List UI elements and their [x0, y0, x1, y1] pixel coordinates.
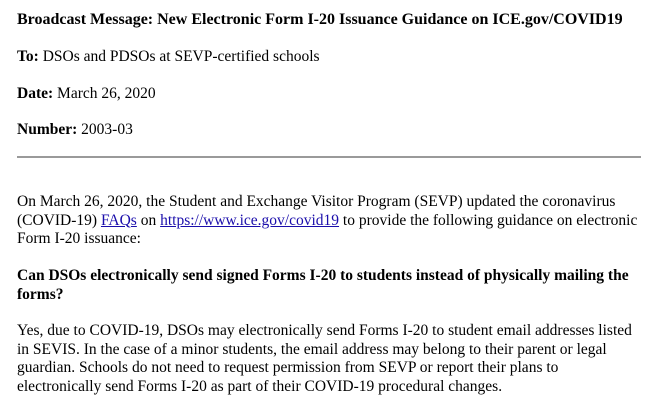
number-label: Number:	[17, 121, 78, 138]
covid19-url-link[interactable]: https://www.ice.gov/covid19	[160, 211, 340, 229]
answer-paragraph: Yes, due to COVID-19, DSOs may electronically send Forms I-20 to student email addresses listed in SEVIS. In the case of a minor students, the email address may belong to their parent or legal guardian. Schools do not need to request permission from SEVP or report their plans to electronically send Forms I-20 as part of their COVID-19 procedural changes.	[17, 322, 632, 395]
horizontal-divider	[17, 156, 641, 158]
intro-text-middle: on	[136, 211, 161, 229]
number-value: 2003-03	[77, 121, 133, 138]
to-label: To:	[17, 48, 39, 65]
faqs-link[interactable]: FAQs	[100, 211, 137, 229]
intro-paragraph	[17, 193, 643, 249]
date-label: Date:	[17, 85, 54, 102]
question-heading: Can DSOs electronically send signed Forms I-20 to students instead of physically mailing the forms?	[17, 267, 629, 303]
intro-text-after: to provide the following guidance on electronic Form I-20 issuance:	[17, 211, 638, 247]
date-line	[17, 85, 156, 103]
date-value: March 26, 2020	[53, 85, 156, 102]
to-value: DSOs and PDSOs at SEVP-certified schools	[38, 48, 320, 65]
intro-text-before: On March 26, 2020, the Student and Exchange Visitor Program (SEVP) updated the coronavirus (COVID-19)	[17, 193, 616, 229]
to-line	[17, 48, 320, 66]
number-line	[17, 121, 133, 139]
document-title: Broadcast Message: New Electronic Form I-20 Issuance Guidance on ICE.gov/COVID19	[17, 11, 623, 28]
